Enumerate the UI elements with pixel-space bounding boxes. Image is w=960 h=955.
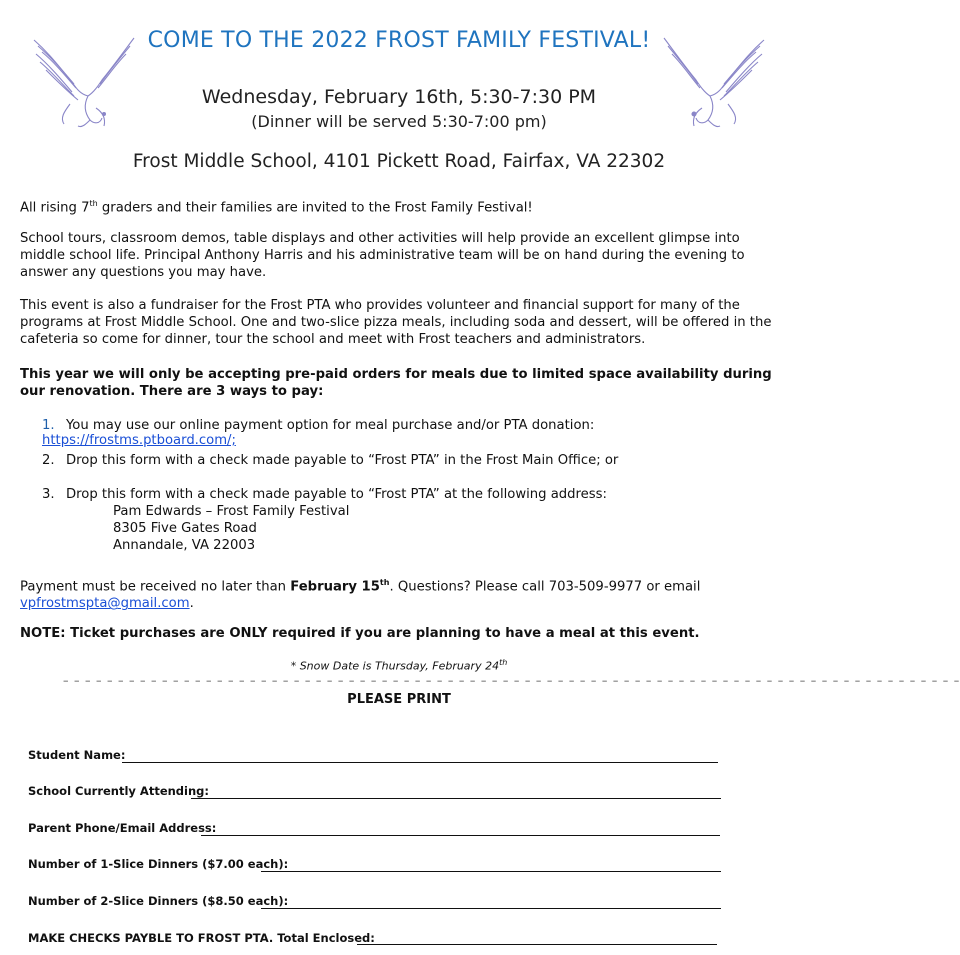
venue-address: Frost Middle School, 4101 Pickett Road, Fairfax, VA 22302 [132, 151, 666, 172]
total-enclosed-field[interactable] [357, 944, 717, 945]
invite-paragraph: All rising 7th graders and their families are invited to the Frost Family Festival! [20, 199, 533, 216]
two-slice-dinners-label: Number of 2-Slice Dinners ($8.50 each): [28, 894, 289, 908]
payment-option-2: 2. Drop this form with a check made payable to “Frost PTA” in the Frost Main Office; or [42, 453, 619, 468]
email-link[interactable]: vpfrostmspta@gmail.com [20, 596, 190, 612]
option-number: 3. [42, 487, 55, 502]
address-line: Pam Edwards – Frost Family Festival [113, 504, 350, 519]
option-number: 1. [42, 418, 55, 433]
one-slice-dinners-field[interactable] [261, 871, 721, 872]
snow-date: * Snow Date is Thursday, February 24th [290, 658, 508, 673]
student-name-label: Student Name: [28, 748, 126, 762]
page-title: COME TO THE 2022 FROST FAMILY FESTIVAL! [147, 28, 651, 53]
tours-paragraph: School tours, classroom demos, table displays and other activities will help provide an excellent glimpse into middle school life. Principal Anthony Harris and his administrative team will be on hand during the evening to answer any questions you may have. [20, 231, 745, 280]
note-text: NOTE: Ticket purchases are ONLY required if you are planning to have a meal at this event. [20, 626, 700, 641]
option-number: 2. [42, 453, 55, 468]
total-enclosed-label: MAKE CHECKS PAYBLE TO FROST PTA. Total Enclosed: [28, 931, 375, 945]
online-payment-link[interactable]: https://frostms.ptboard.com/; [42, 433, 236, 448]
school-attending-field[interactable] [191, 798, 721, 799]
fundraiser-paragraph: This event is also a fundraiser for the Frost PTA who provides volunteer and financial support for many of the programs at Frost Middle School. One and two-slice pizza meals, including soda and dessert, will be offered in the cafeteria so come for dinner, tour the school and meet with Frost teachers and administrators. [20, 298, 772, 347]
prepaid-paragraph: This year we will only be accepting pre-paid orders for meals due to limited space availability during our renovation. There are 3 ways to pay: [20, 367, 772, 399]
student-name-field[interactable] [122, 762, 718, 763]
payment-option-1: 1. You may use our online payment option for meal purchase and/or PTA donation: https://frostms.ptboard.com/; [42, 418, 595, 448]
payment-option-3: 3. Drop this form with a check made payable to “Frost PTA” at the following address: [42, 487, 607, 502]
please-print-heading: PLEASE PRINT [347, 692, 451, 707]
two-slice-dinners-field[interactable] [261, 908, 721, 909]
payment-deadline-paragraph: Payment must be received no later than February 15th. Questions? Please call 703-509-9977 or email vpfrostmspta@gmail.com. [20, 578, 701, 612]
parent-contact-field[interactable] [201, 835, 720, 836]
dinner-time: (Dinner will be served 5:30-7:00 pm) [251, 112, 547, 131]
mailing-address [113, 503, 349, 554]
address-line: Annandale, VA 22003 [113, 538, 256, 553]
one-slice-dinners-label: Number of 1-Slice Dinners ($7.00 each): [28, 857, 289, 871]
cut-line-divider: – – – – – – – – – – – – – – – – – – – – – – – – – – – – – – – – – – – – – – – – – – – – – – – – – – – – – – – – – – – – – – – – – – – – – – – – – – – – – – – – – – [63, 674, 960, 687]
address-line: 8305 Five Gates Road [113, 521, 257, 536]
event-date: Wednesday, February 16th, 5:30-7:30 PM [201, 86, 597, 108]
school-attending-label: School Currently Attending: [28, 784, 210, 798]
parent-contact-label: Parent Phone/Email Address: [28, 821, 217, 835]
